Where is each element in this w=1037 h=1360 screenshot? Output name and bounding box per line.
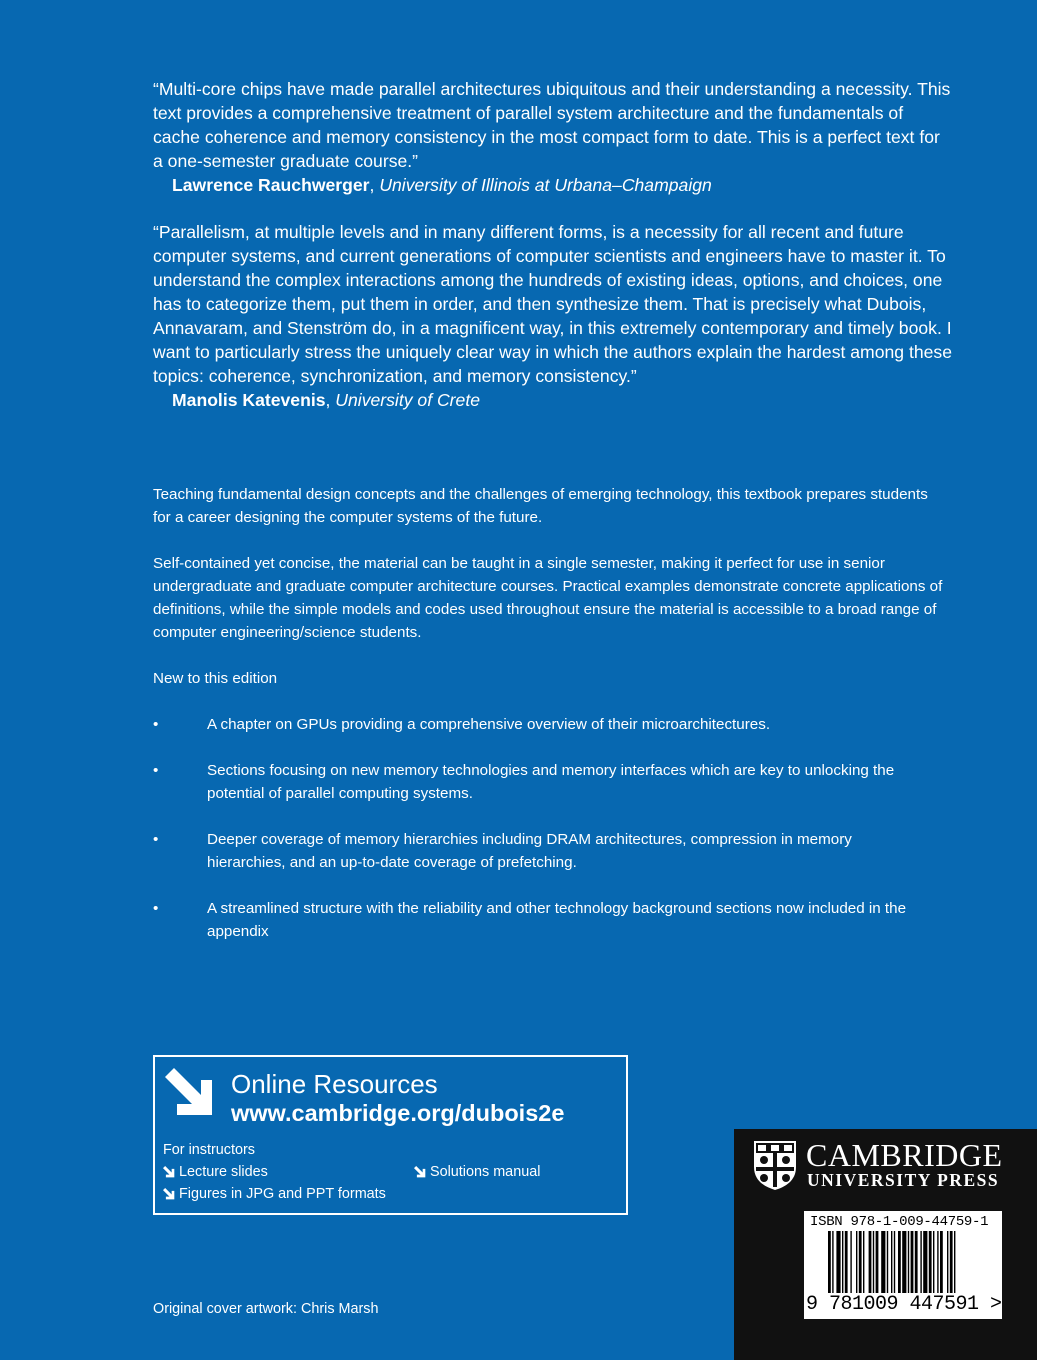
resource-link-lecture-slides[interactable] xyxy=(163,1162,268,1182)
barcode-bar xyxy=(894,1231,895,1293)
quote-author: Lawrence Rauchwerger xyxy=(172,175,370,195)
resource-link-solutions-manual[interactable] xyxy=(414,1162,540,1182)
resource-link-label: Lecture slides xyxy=(179,1164,268,1180)
barcode-bar xyxy=(856,1231,857,1293)
description-paragraph-2: Self-contained yet concise, the material can be taught in a single semester, making it perfect for use in senior undergraduate and graduate computer architecture courses. Practical examples demonstrate concrete applications of definitions, while the simple models and codes used throughout ensure the material is accessible to a broad range of computer engineering/science students. xyxy=(153,555,943,641)
barcode-bar xyxy=(845,1231,848,1293)
barcode-bar xyxy=(891,1231,892,1293)
barcode-bar xyxy=(920,1231,921,1293)
new-edition-heading: New to this edition xyxy=(153,670,278,687)
online-resources-url[interactable]: www.cambridge.org/dubois2e xyxy=(231,1100,565,1126)
new-edition-item: • A streamlined structure with the reliability and other technology background sections now included in the appendix xyxy=(153,897,933,943)
barcode-bar xyxy=(923,1231,927,1293)
barcode-bar xyxy=(863,1231,864,1293)
publisher-subname: UNIVERSITY PRESS xyxy=(807,1170,1000,1190)
cambridge-crest-icon xyxy=(752,1139,798,1191)
barcode-bar xyxy=(832,1231,833,1293)
new-edition-item: • A chapter on GPUs providing a comprehensive overview of their microarchitectures. xyxy=(153,713,933,736)
isbn-number: ISBN 978-1-009-44759-1 xyxy=(810,1214,989,1230)
arrow-down-right-icon xyxy=(165,1068,219,1122)
barcode-bar xyxy=(898,1231,901,1293)
barcode-bar xyxy=(873,1231,874,1293)
new-edition-item: • Deeper coverage of memory hierarchies including DRAM architectures, compression in memory hierarchies, and an up-to-date coverage of prefetching. xyxy=(153,828,933,874)
barcode-bar xyxy=(869,1231,872,1293)
quote-affiliation: University of Illinois at Urbana–Champaign xyxy=(379,175,712,195)
barcode-digits: 9 781009 447591 > xyxy=(806,1293,1002,1316)
resource-link-label: Figures in JPG and PPT formats xyxy=(179,1186,386,1202)
quote-attribution: Lawrence Rauchwerger, University of Illinois at Urbana–Champaign xyxy=(172,175,712,195)
quote-attribution: Manolis Katevenis, University of Crete xyxy=(172,390,480,410)
endorsement-quote-2 xyxy=(153,220,953,412)
barcode-bar xyxy=(954,1231,955,1293)
online-resources-box xyxy=(153,1055,628,1215)
resource-link-label: Solutions manual xyxy=(430,1164,541,1180)
arrow-down-right-icon xyxy=(163,1166,176,1179)
arrow-down-right-icon xyxy=(414,1166,427,1179)
description-paragraph-1: Teaching fundamental design concepts and the challenges of emerging technology, this textbook prepares students for a career designing the computer systems of the future. xyxy=(153,486,928,526)
publisher-name: CAMBRIDGE xyxy=(806,1137,1003,1173)
barcode-bar xyxy=(902,1231,906,1293)
barcode-bar xyxy=(836,1231,840,1293)
arrow-down-right-icon xyxy=(163,1188,176,1201)
resource-link-figures[interactable] xyxy=(163,1184,386,1204)
bullet-icon: • xyxy=(153,900,159,917)
new-edition-item: • Sections focusing on new memory technologies and memory interfaces which are key to unlocking the potential of parallel computing systems. xyxy=(153,759,933,805)
barcode-bar xyxy=(915,1231,918,1293)
bullet-icon: • xyxy=(153,762,159,779)
barcode-bar xyxy=(850,1231,851,1293)
quote-affiliation: University of Crete xyxy=(335,390,480,410)
quote-text: “Multi-core chips have made parallel architectures ubiquitous and their understanding a necessity. This text provides a comprehensive treatment of parallel system architecture and the fundamentals of cache coherence and memory consistency in the most compact form to date. This is a perfect text for a one-semester graduate course.” xyxy=(153,79,951,171)
barcode-bar xyxy=(876,1231,879,1293)
online-resources-title: Online Resources xyxy=(231,1069,438,1099)
barcode-bar xyxy=(929,1231,932,1293)
barcode-bar xyxy=(947,1231,948,1293)
barcode-bar xyxy=(842,1231,843,1293)
endorsement-quote-1 xyxy=(153,77,953,197)
quote-author: Manolis Katevenis xyxy=(172,390,326,410)
barcode-bar xyxy=(937,1231,938,1293)
bullet-icon: • xyxy=(153,831,159,848)
barcode-bar xyxy=(887,1231,888,1293)
barcode-bar xyxy=(950,1231,953,1293)
barcode-bar xyxy=(859,1231,862,1293)
audience-label: For instructors xyxy=(163,1142,255,1158)
barcode-bar xyxy=(828,1231,831,1293)
barcode-bar xyxy=(881,1231,885,1293)
isbn-barcode xyxy=(804,1211,1002,1319)
bullet-icon: • xyxy=(153,716,159,733)
barcode-bar xyxy=(911,1231,914,1293)
barcode-bar xyxy=(933,1231,934,1293)
cover-artwork-credit: Original cover artwork: Chris Marsh xyxy=(153,1301,379,1317)
publisher-panel xyxy=(734,1129,1037,1360)
quote-text: “Parallelism, at multiple levels and in many different forms, is a necessity for all recent and future computer systems, and current generations of computer scientists and engineers have to master it. To understand the complex interactions among the hundreds of existing ideas, options, and choices, one has to categorize them, put them in order, and then synthesize them. That is precisely what Dubois, Annavaram, and Stenström do, in a magnificent way, in this extremely contemporary and timely book. I want to particularly stress the uniquely clear way in which the authors explain the hardest among these topics: coherence, synchronization, and memory consistency.” xyxy=(153,222,952,386)
barcode-bars xyxy=(828,1231,998,1293)
barcode-bar xyxy=(908,1231,909,1293)
barcode-bar xyxy=(940,1231,943,1293)
